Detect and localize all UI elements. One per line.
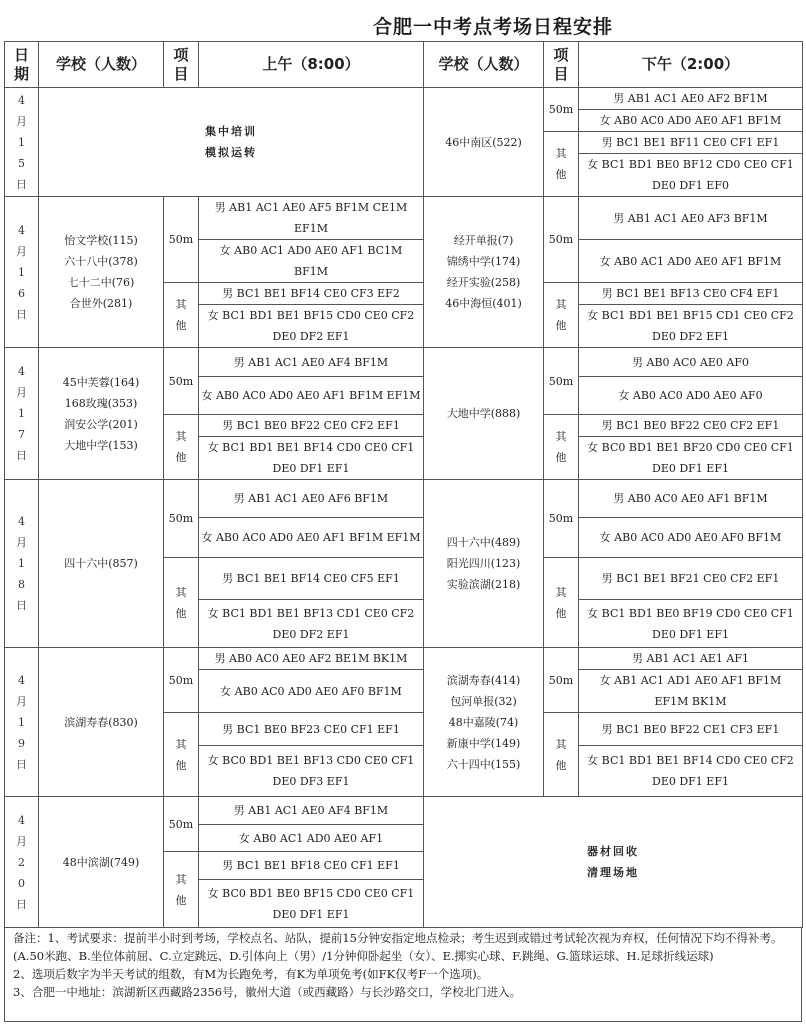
- am-other-male: 男 BC1 BE0 BF23 CE0 CF1 EF1: [199, 713, 424, 746]
- pm-other-female: 女 BC1 BD1 BE1 BF14 CD0 CE0 CF2 DE0 DF1 EF1: [579, 746, 803, 797]
- text-line: 46中海恒(401): [445, 297, 522, 310]
- am-run-male: 男 AB0 AC0 AE0 AF2 BE1M BK1M: [199, 648, 424, 670]
- text-line: 实验滨湖(218): [446, 578, 521, 591]
- am-run-male: 男 AB1 AC1 AE0 AF6 BF1M: [199, 480, 424, 518]
- text-line: 合世外(281): [69, 297, 133, 310]
- pm-schools-cell: [424, 197, 544, 348]
- text-line: 经开实验(258): [446, 276, 521, 289]
- text-line: 新康中学(149): [446, 736, 521, 750]
- text-line: 器材回收: [587, 845, 639, 858]
- header-row: [5, 42, 803, 88]
- am-other-female: 女 BC1 BD1 BE1 BF14 CD0 CE0 CF1 DE0 DF1 EF1: [199, 437, 424, 480]
- am-run-female: 女 AB0 AC0 AD0 AE0 AF0 BF1M: [199, 670, 424, 713]
- pm-other-male: 男 BC1 BE1 BF13 CE0 CF4 EF1: [579, 283, 803, 305]
- am-other-male: 男 BC1 BE1 BF14 CE0 CF3 EF2: [199, 283, 424, 305]
- notes-section: [4, 927, 802, 1022]
- pm-item-other: 其 他: [544, 132, 579, 197]
- date-cell: 4 月 1 8 日: [5, 480, 39, 648]
- schedule-row: [5, 480, 803, 518]
- pm-run-female: 女 AB1 AC1 AD1 AE0 AF1 BF1M EF1M BK1M: [579, 670, 803, 713]
- am-item-run: 50m: [164, 480, 199, 558]
- am-run-male: 男 AB1 AC1 AE0 AF4 BF1M: [199, 348, 424, 377]
- header-school-pm: 学校（人数）: [424, 42, 544, 88]
- am-run-female: 女 AB0 AC1 AD0 AE0 AF1: [199, 825, 424, 852]
- am-other-male: 男 BC1 BE1 BF18 CE0 CF1 EF1: [199, 852, 424, 880]
- am-schools-cell: [39, 480, 164, 648]
- pm-run-female: 女 AB0 AC0 AD0 AE0 AF1 BF1M: [579, 110, 803, 132]
- am-run-female: 女 AB0 AC0 AD0 AE0 AF1 BF1M EF1M: [199, 518, 424, 558]
- text-line: 润安公学(201): [64, 417, 138, 431]
- pm-item-other: 其 他: [544, 713, 579, 797]
- date-cell: 4 月 1 6 日: [5, 197, 39, 348]
- header-item-am: 项 目: [164, 42, 199, 88]
- pm-run-female: 女 AB0 AC1 AD0 AE0 AF1 BF1M: [579, 240, 803, 283]
- pm-other-female: 女 BC1 BD1 BE0 BF12 CD0 CE0 CF1 DE0 DF1 EF0: [579, 154, 803, 197]
- pm-item-other: 其 他: [544, 415, 579, 480]
- note-3: 3、合肥一中地址：滨湖新区西藏路2356号，徽州大道（或西藏路）与长沙路交口，学校北门进入。: [13, 985, 522, 999]
- am-other-male: 男 BC1 BE0 BF22 CE0 CF2 EF1: [199, 415, 424, 437]
- text-line: 包河单报(32): [450, 694, 517, 708]
- header-item-pm: 项 目: [544, 42, 579, 88]
- schedule-row: [5, 648, 803, 670]
- text-line: 集中培训: [205, 125, 257, 138]
- am-other-male: 男 BC1 BE1 BF14 CE0 CF5 EF1: [199, 558, 424, 600]
- pm-item-run: 50m: [544, 348, 579, 415]
- pm-item-other: 其 他: [544, 558, 579, 648]
- am-item-run: 50m: [164, 797, 199, 852]
- text-line: 清理场地: [587, 866, 639, 879]
- am-item-other: 其 他: [164, 852, 199, 928]
- date-cell: 4 月 1 5 日: [5, 88, 39, 197]
- pm-item-run: 50m: [544, 88, 579, 132]
- pm-run-male: 男 AB1 AC1 AE1 AF1: [579, 648, 803, 670]
- text-line: 锦绣中学(174): [446, 255, 521, 268]
- schedule-row: [5, 348, 803, 377]
- text-line: 模拟运转: [205, 146, 257, 159]
- text-line: 滨湖寿春(414): [446, 673, 521, 687]
- am-item-other: 其 他: [164, 415, 199, 480]
- pm-other-male: 男 BC1 BE0 BF22 CE1 CF3 EF1: [579, 713, 803, 746]
- am-other-female: 女 BC1 BD1 BE1 BF15 CD0 CE0 CF2 DE0 DF2 EF1: [199, 305, 424, 348]
- date-cell: 4 月 1 9 日: [5, 648, 39, 797]
- text-line: 滨湖寿春(830): [64, 715, 138, 729]
- text-line: 七十二中(76): [67, 276, 135, 289]
- text-line: 六十四中(155): [446, 757, 521, 771]
- am-other-female: 女 BC1 BD1 BE1 BF13 CD1 CE0 CF2 DE0 DF2 EF1: [199, 600, 424, 648]
- pm-schools-cell: [424, 348, 544, 480]
- pm-schools-cell: [424, 88, 544, 197]
- text-line: 大地中学(153): [64, 438, 138, 452]
- am-item-run: 50m: [164, 348, 199, 415]
- pm-other-female: 女 BC0 BD1 BE1 BF20 CD0 CE0 CF1 DE0 DF1 EF1: [579, 437, 803, 480]
- am-schools-cell: [39, 797, 164, 928]
- text-line: 45中芙蓉(164): [62, 375, 140, 389]
- am-run-female: 女 AB0 AC0 AD0 AE0 AF1 BF1M EF1M: [199, 377, 424, 415]
- header-pm: 下午（2:00）: [579, 42, 803, 88]
- pm-run-male: 男 AB1 AC1 AE0 AF3 BF1M: [579, 197, 803, 240]
- schedule-row: [5, 197, 803, 240]
- text-line: 怡文学校(115): [64, 234, 138, 247]
- pm-run-female: 女 AB0 AC0 AD0 AE0 AF0: [579, 377, 803, 415]
- schedule-row: [5, 797, 803, 825]
- am-item-run: 50m: [164, 197, 199, 283]
- schedule-table: [4, 41, 803, 928]
- am-other-female: 女 BC0 BD1 BE1 BF13 CD0 CE0 CF1 DE0 DF3 EF1: [199, 746, 424, 797]
- am-other-female: 女 BC0 BD1 BE0 BF15 CD0 CE0 CF1 DE0 DF1 EF1: [199, 880, 424, 928]
- am-schools-cell: [39, 648, 164, 797]
- pm-item-other: 其 他: [544, 283, 579, 348]
- am-item-run: 50m: [164, 648, 199, 713]
- pm-activity-cell: [424, 797, 803, 928]
- text-line: 48中嘉陵(74): [448, 715, 519, 729]
- text-line: 48中滨湖(749): [62, 855, 140, 869]
- am-item-other: 其 他: [164, 713, 199, 797]
- pm-item-run: 50m: [544, 480, 579, 558]
- pm-run-female: 女 AB0 AC0 AD0 AE0 AF0 BF1M: [579, 518, 803, 558]
- am-run-male: 男 AB1 AC1 AE0 AF4 BF1M: [199, 797, 424, 825]
- text-line: 阳光四川(123): [446, 557, 521, 570]
- header-school-am: 学校（人数）: [39, 42, 164, 88]
- pm-other-male: 男 BC1 BE1 BF21 CE0 CF2 EF1: [579, 558, 803, 600]
- text-line: 四十六中(489): [446, 536, 521, 549]
- pm-other-male: 男 BC1 BE1 BF11 CE0 CF1 EF1: [579, 132, 803, 154]
- pm-run-male: 男 AB0 AC0 AE0 AF1 BF1M: [579, 480, 803, 518]
- am-activity-cell: [39, 88, 424, 197]
- pm-item-run: 50m: [544, 197, 579, 283]
- am-schools-cell: [39, 348, 164, 480]
- date-cell: 4 月 1 7 日: [5, 348, 39, 480]
- pm-schools-cell: [424, 648, 544, 797]
- am-run-female: 女 AB0 AC1 AD0 AE0 AF1 BC1M BF1M: [199, 240, 424, 283]
- header-am: 上午（8:00）: [199, 42, 424, 88]
- note-2: 2、选项后数字为半天考试的组数，有M为长跑免考，有K为单项免考(如FK仅考F一个选项)。: [13, 967, 489, 981]
- schedule-row: [5, 88, 803, 110]
- am-item-other: 其 他: [164, 283, 199, 348]
- text-line: 经开单报(7): [453, 234, 514, 247]
- pm-item-run: 50m: [544, 648, 579, 713]
- am-item-other: 其 他: [164, 558, 199, 648]
- header-date: 日 期: [5, 42, 39, 88]
- am-schools-cell: [39, 197, 164, 348]
- pm-run-male: 男 AB0 AC0 AE0 AF0: [579, 348, 803, 377]
- page-title: 合肥一中考点考场日程安排: [372, 16, 613, 38]
- date-cell: 4 月 2 0 日: [5, 797, 39, 928]
- note-1: 备注：1、考试要求：提前半小时到考场，学校点名、站队，提前15分钟安指定地点检录；考生迟到或错过考试轮次视为弃权，任何情况下均不得补考。(A.50米跑、B.坐位体前屈、C.立定跳远、D.引体向上（男）/1分钟仰卧起坐（女）、E.掷实心球、F.跳绳、G.篮球运球、H.足球折线运球): [13, 931, 783, 963]
- pm-other-male: 男 BC1 BE0 BF22 CE0 CF2 EF1: [579, 415, 803, 437]
- am-run-male: 男 AB1 AC1 AE0 AF5 BF1M CE1M EF1M: [199, 197, 424, 240]
- text-line: 四十六中(857): [64, 557, 138, 570]
- text-line: 168玫瑰(353): [64, 396, 138, 410]
- pm-other-female: 女 BC1 BD1 BE1 BF15 CD1 CE0 CF2 DE0 DF2 EF1: [579, 305, 803, 348]
- pm-run-male: 男 AB1 AC1 AE0 AF2 BF1M: [579, 88, 803, 110]
- pm-other-female: 女 BC1 BD1 BE0 BF19 CD0 CE0 CF1 DE0 DF1 EF1: [579, 600, 803, 648]
- text-line: 46中南区(522): [445, 135, 522, 149]
- text-line: 大地中学(888): [446, 407, 521, 420]
- text-line: 六十八中(378): [64, 255, 138, 268]
- pm-schools-cell: [424, 480, 544, 648]
